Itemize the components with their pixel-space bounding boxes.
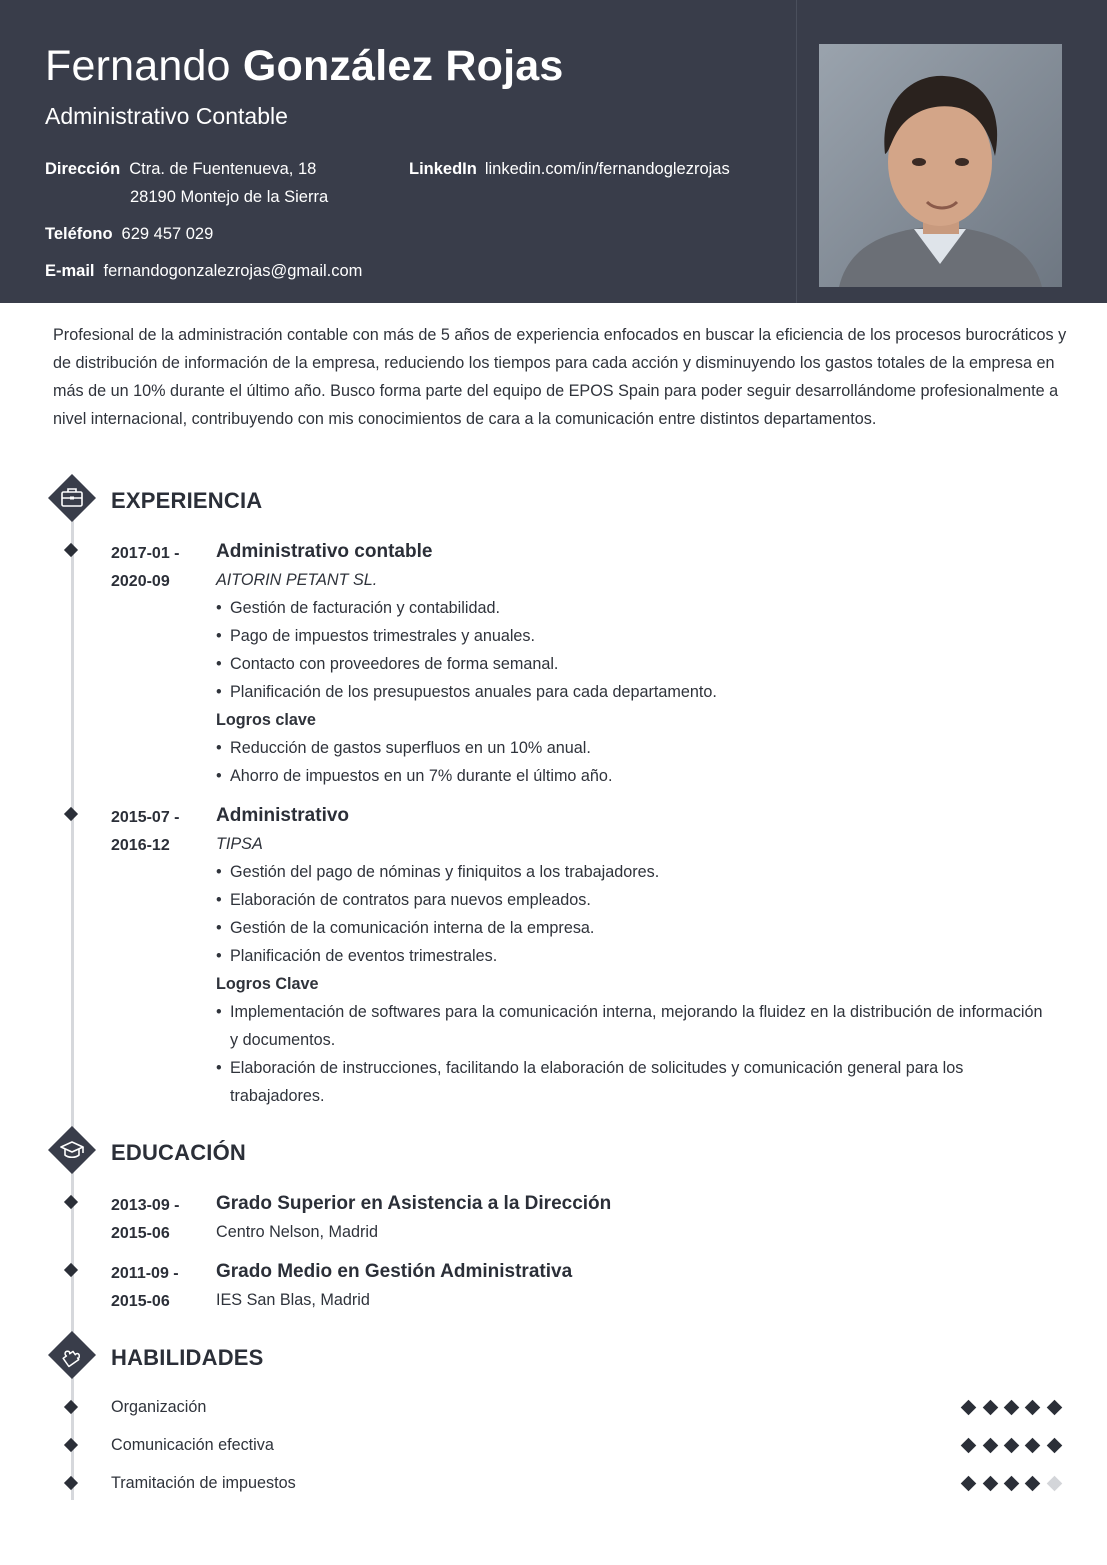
job-1-company: AITORIN PETANT SL. [216,571,378,589]
address-label: Dirección [45,160,121,178]
experience-heading: EXPERIENCIA [111,488,263,513]
rating-filled-icon [961,1475,977,1491]
list-item: • Pago de impuestos trimestrales y anuales. [216,622,1046,650]
first-name: Fernando [45,42,231,90]
graduation-cap-icon [48,1126,96,1174]
job-1-marker [64,543,78,557]
education-2-school: IES San Blas, Madrid [216,1291,370,1309]
rating-filled-icon [1025,1399,1041,1415]
list-item: • Contacto con proveedores de forma semanal. [216,650,1046,678]
contact-email [45,257,362,285]
rating-filled-icon [1004,1437,1020,1453]
education-1-dates [111,1192,180,1248]
last-name: González Rojas [242,42,564,90]
skill-3-rating [958,1471,1065,1495]
job-1-dates [111,540,180,596]
skill-3-name: Tramitación de impuestos [111,1474,296,1492]
job-1-tasks [216,594,1046,706]
skill-2-rating [958,1433,1065,1457]
job-1-achievements-label: Logros clave [216,711,316,729]
skill-1-rating [958,1395,1065,1419]
experience-timeline-line [71,520,74,1128]
education-2-entry [216,1258,1046,1314]
briefcase-icon [48,474,96,522]
resume-header [0,0,1107,303]
rating-filled-icon [961,1399,977,1415]
rating-filled-icon [1004,1475,1020,1491]
skills-heading: HABILIDADES [111,1345,264,1370]
rating-empty-icon [1046,1475,1062,1491]
profile-photo [819,44,1062,287]
list-item: • Ahorro de impuestos en un 7% durante el último año. [216,762,1046,790]
list-item: • Gestión del pago de nóminas y finiquitos a los trabajadores. [216,858,1046,886]
job-2-role: Administrativo [216,805,350,826]
skill-1-name: Organización [111,1398,207,1416]
skill-2-marker [64,1438,78,1452]
list-item: • Planificación de los presupuestos anuales para cada departamento. [216,678,1046,706]
rating-filled-icon [1046,1437,1062,1453]
rating-filled-icon [982,1475,998,1491]
puzzle-icon [48,1331,96,1379]
linkedin-label: LinkedIn [409,160,477,178]
contact-phone [45,220,213,248]
profile-summary: Profesional de la administración contable con más de 5 años de experiencia enfocados en buscar la eficiencia de los procesos burocráticos y de distribución de información de la empresa, reduciendo los tiempos para cada acción y disminuyendo los gastos totales de la empresa en más de un 10% durante el último año. Busco forma parte del equipo de EPOS Spain para poder seguir desarrollándome profesionalmente a nivel internacional, contribuyendo con mis conocimientos de cara a la comunicación entre distintos departamentos. [53,326,1067,428]
education-2-date-end: 2015-06 [111,1293,170,1310]
address-line2: 28190 Montejo de la Sierra [130,188,329,206]
job-2-entry [216,802,1046,1110]
phone-label: Teléfono [45,225,113,243]
rating-filled-icon [1046,1399,1062,1415]
rating-filled-icon [1025,1437,1041,1453]
job-2-date-start: 2015-07 - [111,809,180,826]
list-item: • Gestión de facturación y contabilidad. [216,594,1046,622]
job-2-date-end: 2016-12 [111,837,170,854]
education-1-entry [216,1190,1046,1246]
education-2-dates [111,1260,179,1316]
job-2-dates [111,804,180,860]
job-2-tasks [216,858,1046,970]
education-2-marker [64,1263,78,1277]
job-title: Administrativo Contable [45,103,288,129]
education-1-date-end: 2015-06 [111,1225,170,1242]
rating-filled-icon [1025,1475,1041,1491]
job-1-date-end: 2020-09 [111,573,170,590]
job-1-role: Administrativo contable [216,541,433,562]
job-2-company: TIPSA [216,835,263,853]
education-heading: EDUCACIÓN [111,1140,247,1165]
email-label: E-mail [45,262,95,280]
education-1-degree: Grado Superior en Asistencia a la Dirección [216,1193,612,1214]
contact-linkedin [409,155,730,183]
job-2-marker [64,807,78,821]
header-divider [796,0,797,303]
job-2-achievements-label: Logros Clave [216,975,319,993]
skill-1-marker [64,1400,78,1414]
rating-filled-icon [1004,1399,1020,1415]
skill-3-marker [64,1476,78,1490]
education-1-marker [64,1195,78,1209]
list-item: • Gestión de la comunicación interna de la empresa. [216,914,1046,942]
rating-filled-icon [961,1437,977,1453]
list-item: • Elaboración de instrucciones, facilitando la elaboración de solicitudes y comunicación general para los trabajadores. [216,1054,1046,1110]
list-item: • Reducción de gastos superfluos en un 10% anual. [216,734,1046,762]
contact-address [45,155,316,183]
email-link[interactable]: fernandogonzalezrojas@gmail.com [103,262,363,280]
job-1-achievements [216,734,1046,790]
list-item: • Planificación de eventos trimestrales. [216,942,1046,970]
skill-2-name: Comunicación efectiva [111,1436,274,1454]
education-2-date-start: 2011-09 - [111,1265,179,1282]
job-2-achievements [216,998,1046,1110]
rating-filled-icon [982,1399,998,1415]
list-item: • Implementación de softwares para la comunicación interna, mejorando la fluidez en la distribución de información y documentos. [216,998,1046,1054]
address-line1: Ctra. de Fuentenueva, 18 [129,160,317,178]
list-item: • Elaboración de contratos para nuevos empleados. [216,886,1046,914]
job-1-date-start: 2017-01 - [111,545,180,562]
full-name [45,40,563,92]
education-1-school: Centro Nelson, Madrid [216,1223,378,1241]
education-2-degree: Grado Medio en Gestión Administrativa [216,1261,573,1282]
rating-filled-icon [982,1437,998,1453]
education-1-date-start: 2013-09 - [111,1197,180,1214]
job-1-entry [216,538,1046,790]
phone-value: 629 457 029 [121,225,214,243]
linkedin-link[interactable]: linkedin.com/in/fernandoglezrojas [484,160,730,178]
